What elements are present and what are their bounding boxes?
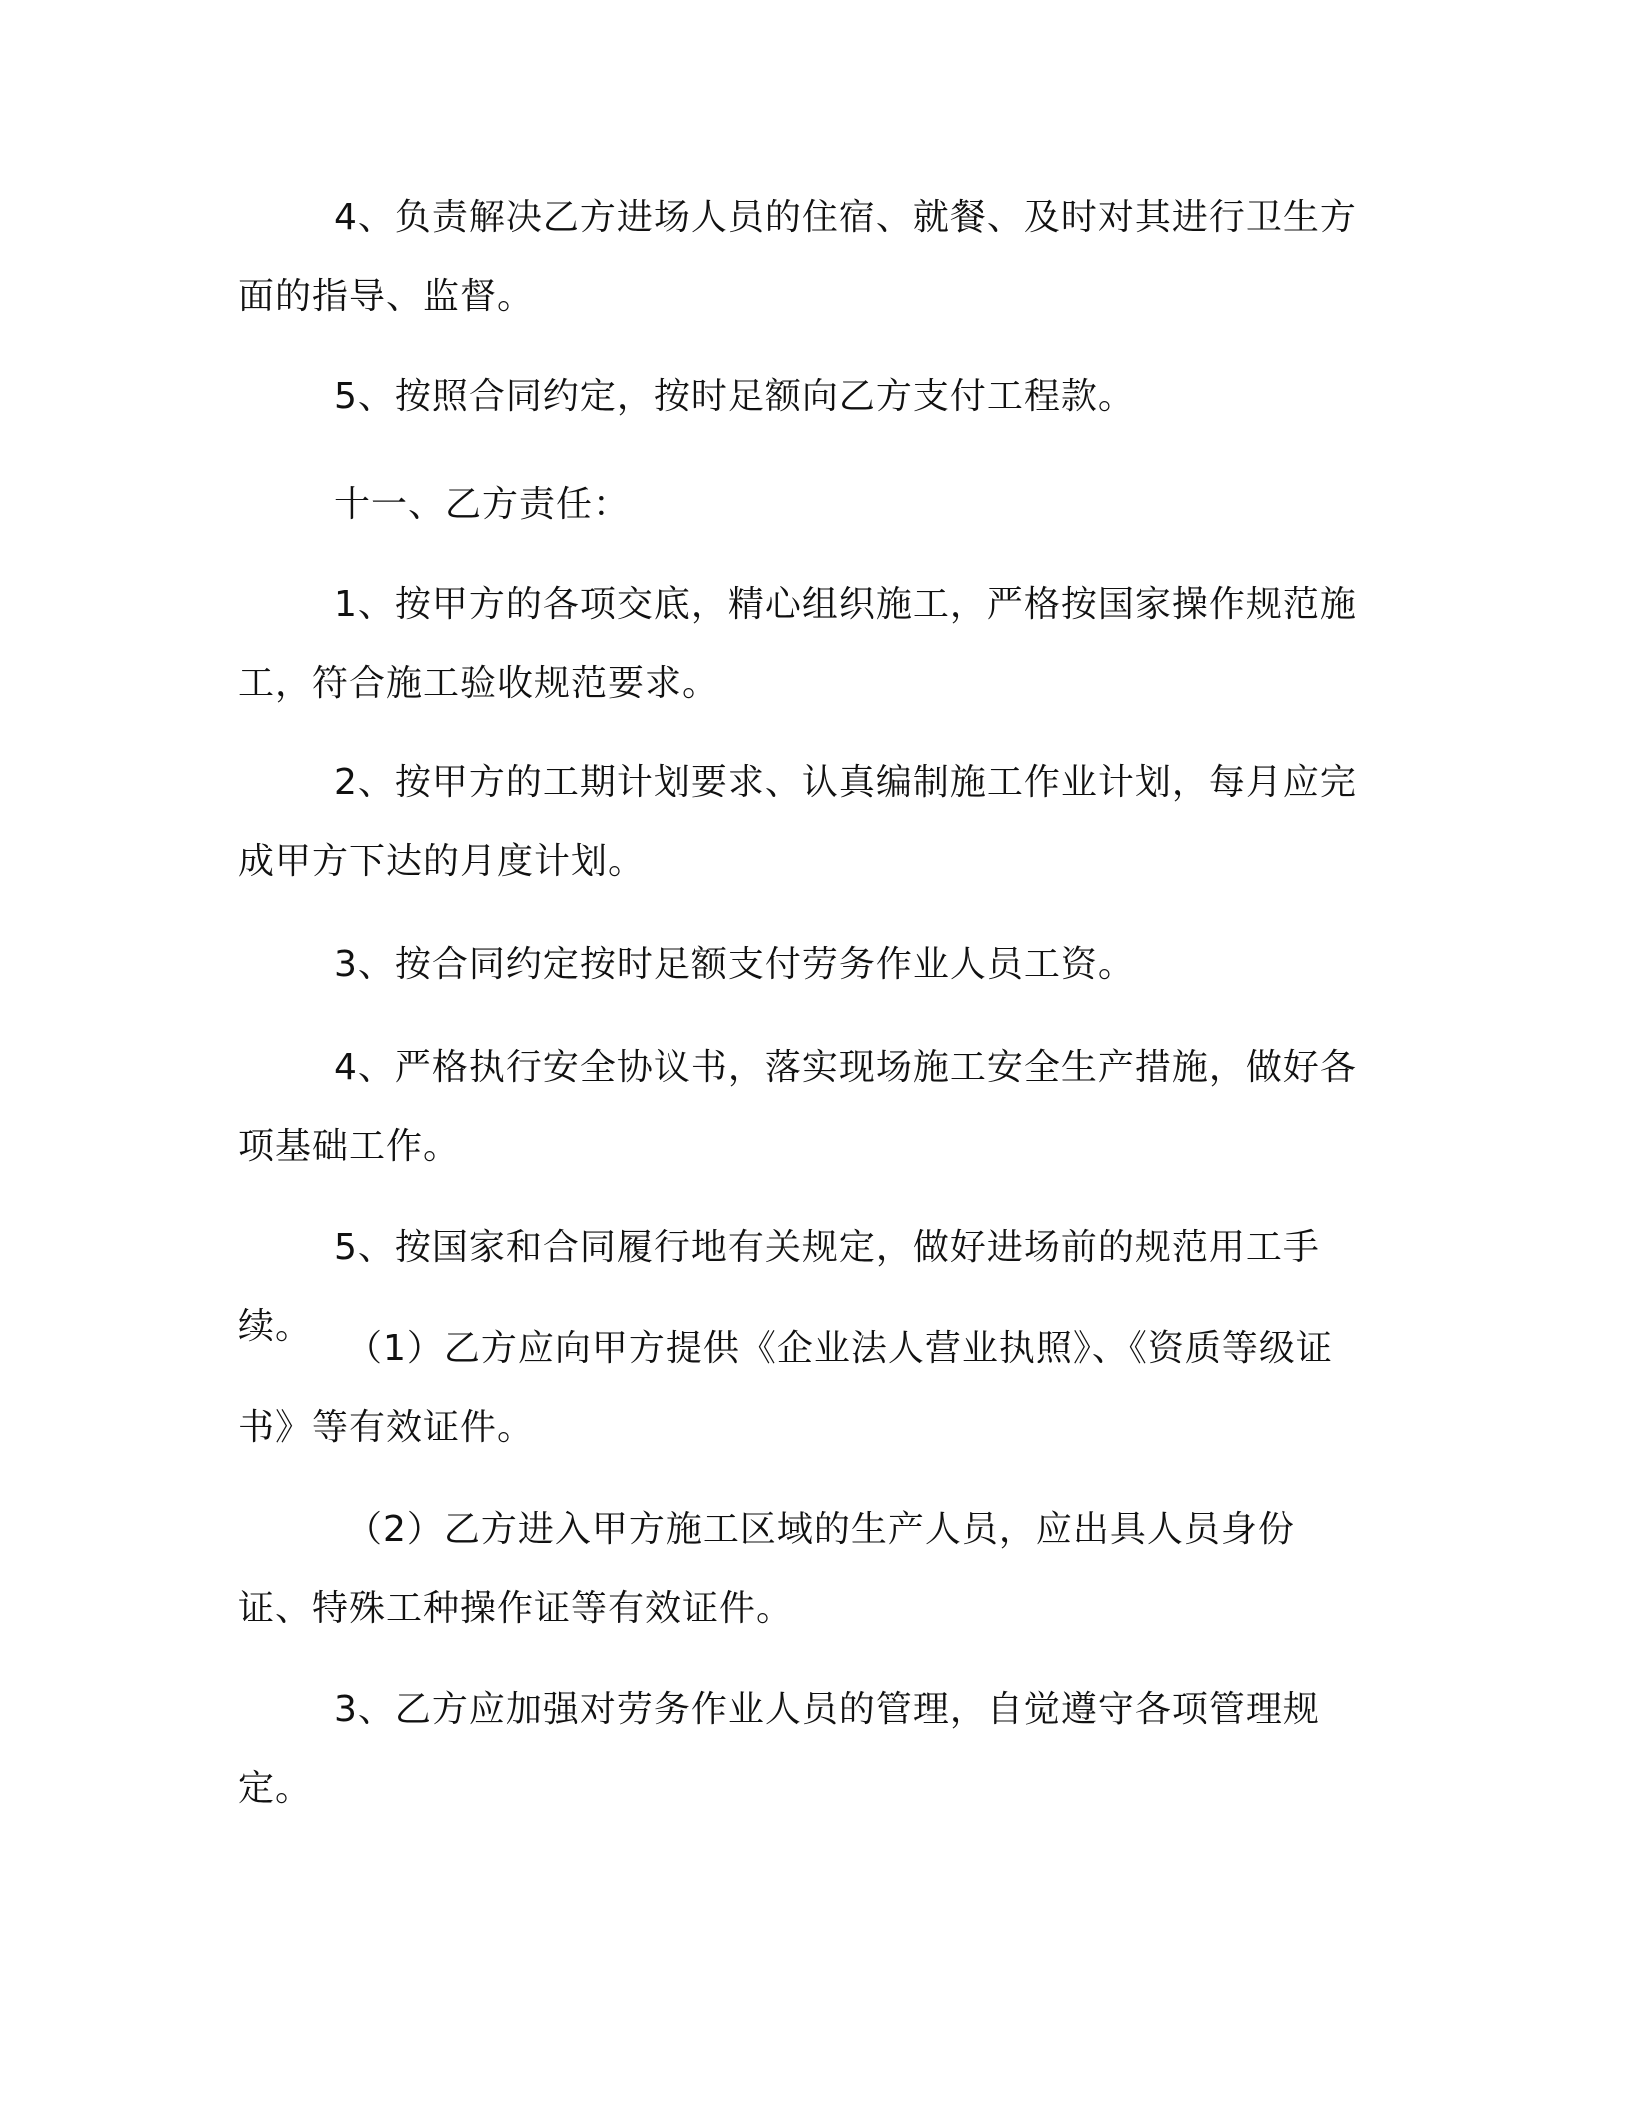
paragraph-subitem-1-certificates: （1）乙方应向甲方提供《企业法人营业执照》、《资质等级证书》等有效证件。 — [238, 1328, 1333, 1448]
paragraph-subitem-2-identity: （2）乙方进入甲方施工区域的生产人员，应出具人员身份证、特殊工种操作证等有效证件。 — [238, 1509, 1295, 1629]
paragraph-item-1-construction: 1、按甲方的各项交底，精心组织施工，严格按国家操作规范施工，符合施工验收规范要求。 — [238, 584, 1357, 704]
paragraph-item-5-procedures: 5、按国家和合同履行地有关规定，做好进场前的规范用工手续。 — [238, 1227, 1320, 1347]
paragraph-item-3-wages: 3、按合同约定按时足额支付劳务作业人员工资。 — [334, 944, 1135, 985]
paragraph-item-4-safety: 4、严格执行安全协议书，落实现场施工安全生产措施，做好各项基础工作。 — [238, 1047, 1357, 1167]
paragraph-item-4-accommodation: 4、负责解决乙方进场人员的住宿、就餐、及时对其进行卫生方面的指导、监督。 — [238, 197, 1357, 317]
section-heading-party-b-responsibility: 十一、乙方责任： — [334, 484, 631, 525]
paragraph-item-3-management: 3、乙方应加强对劳务作业人员的管理，自觉遵守各项管理规定。 — [238, 1689, 1320, 1809]
paragraph-item-2-schedule: 2、按甲方的工期计划要求、认真编制施工作业计划，每月应完成甲方下达的月度计划。 — [238, 762, 1357, 882]
paragraph-item-5-payment: 5、按照合同约定，按时足额向乙方支付工程款。 — [334, 376, 1135, 417]
